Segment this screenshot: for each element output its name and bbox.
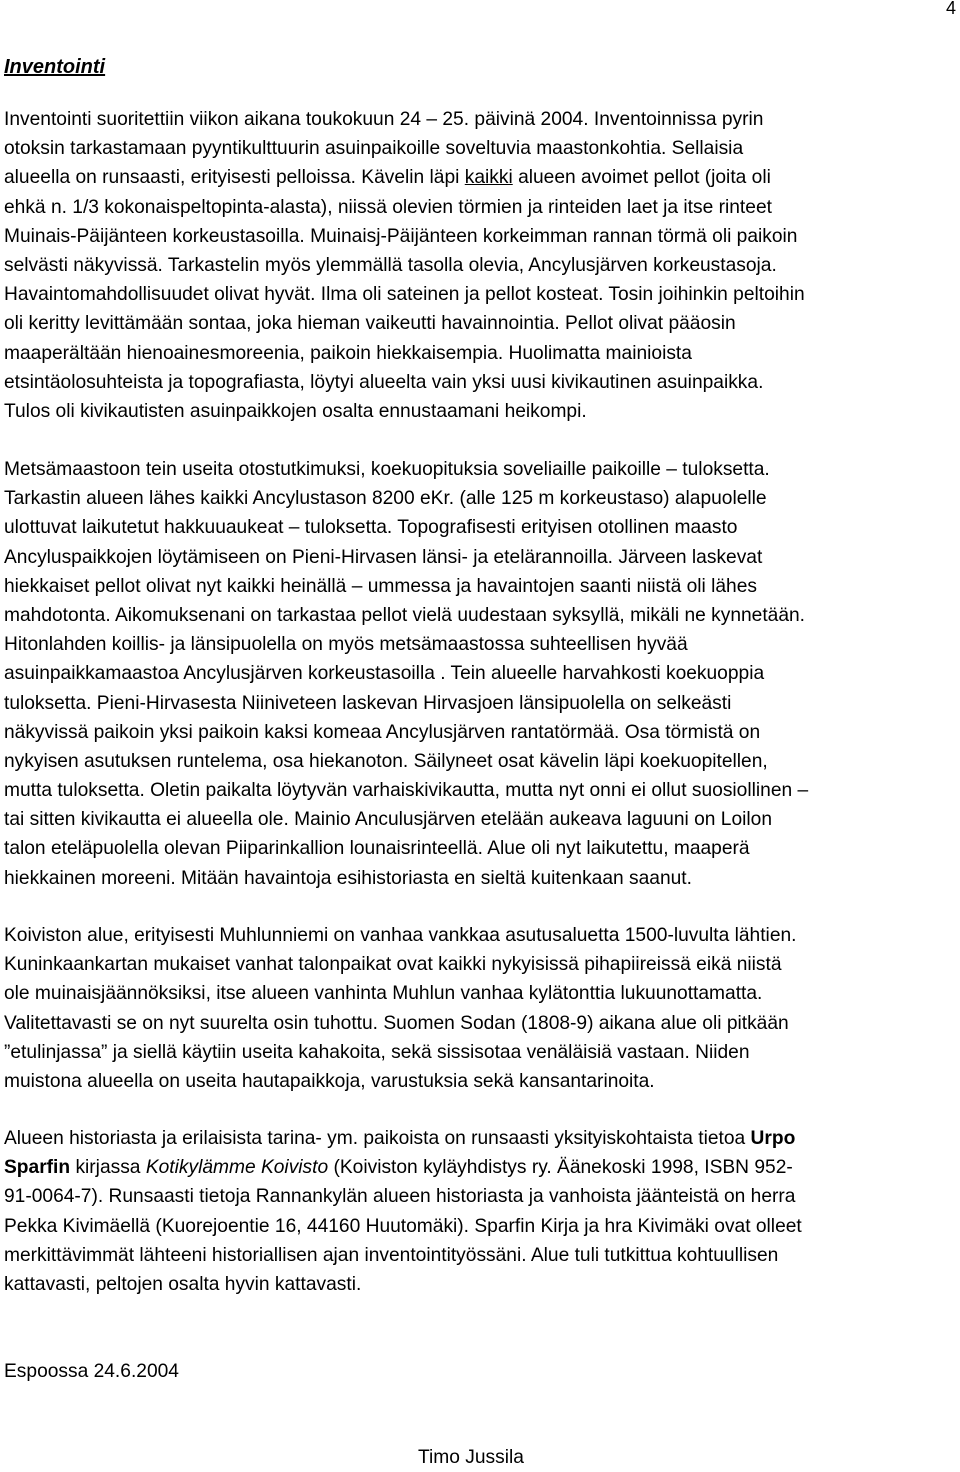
paragraph-line: Koiviston alue, erityisesti Muhlunniemi on vanhaa vankkaa asutusaluetta 1500-luvulta lähtien. <box>4 925 797 946</box>
paragraph-line: Inventointi suoritettiin viikon aikana toukokuun 24 – 25. päivinä 2004. Inventoinnissa pyrin <box>4 109 764 130</box>
paragraph-line: Tarkastin alueen lähes kaikki Ancylustason 8200 eKr. (alle 125 m korkeustaso) alapuolelle <box>4 488 767 510</box>
line-text: alueella on runsaasti, erityisesti pelloissa. Kävelin läpi <box>4 167 465 189</box>
section-heading: Inventointi <box>4 56 106 78</box>
author-name: Sparfin <box>4 1157 71 1179</box>
paragraph-line: maaperältään hienoainesmoreenia, paikoin hiekkaisempia. Huolimatta mainioista <box>4 342 692 364</box>
paragraph-line: ehkä n. 1/3 kokonaispeltopinta-alasta), niissä olevien törmien ja rinteiden laet ja itse rinteet <box>4 196 772 218</box>
paragraph-line: tai sitten kivikautta ei alueella ole. Mainio Anculusjärven etelään aukeava laguuni on Loilon <box>4 809 773 831</box>
paragraph-line: selvästi näkyvissä. Tarkastelin myös ylemmällä tasolla olevia, Ancylusjärven korkeustasoja. <box>4 254 777 276</box>
paragraph-line: hiekkaiset pellot olivat nyt kaikki heinällä – ummessa ja havaintojen saanti niistä oli lähes <box>4 575 757 597</box>
paragraph-inventory <box>4 105 805 426</box>
underlined-word: kaikki <box>464 167 513 189</box>
paragraph-line: ”etulinjassa” ja siellä käytiin useita kahakoita, sekä sissisotaa venäläisiä vastaan. Niiden <box>4 1041 750 1063</box>
page-number: 4 <box>945 0 956 18</box>
paragraph-koivisto-history <box>4 921 797 1096</box>
line-text: kirjassa <box>70 1157 146 1179</box>
line-text: Alueen historiasta ja erilaisista tarina- ym. paikoista on runsaasti yksityiskohtaista tietoa <box>4 1128 751 1149</box>
paragraph-line: ulottuvat laikutetut hakkuuaukeat – tuloksetta. Topografisesti erityisen otollinen maasto <box>4 517 738 539</box>
paragraph-line: Valitettavasti se on nyt suurelta osin tuhottu. Suomen Sodan (1808-9) aikana alue oli pitkään <box>4 1012 789 1034</box>
line-text: (Koiviston kyläyhdistys ry. Äänekoski 1998, ISBN 952- <box>328 1157 793 1179</box>
paragraph-line: asuinpaikkamaastoa Ancylusjärven korkeustasoilla . Tein alueelle harvahkosti koekuoppia <box>4 663 765 685</box>
paragraph-line: Ancyluspaikkojen löytämiseen on Pieni-Hirvasen länsi- ja etelärannoilla. Järveen laskevat <box>4 546 763 568</box>
paragraph-sources <box>4 1124 802 1299</box>
paragraph-line: etsintäolosuhteista ja topografiasta, löytyi alueelta vain yksi uusi kivikautinen asuinpaikka. <box>4 371 764 393</box>
paragraph-line: ole muinaisjäännöksiksi, itse alueen vanhinta Muhlun vanhaa kylätonttia lukuunottamatta. <box>4 983 763 1005</box>
paragraph-line <box>4 1153 802 1182</box>
line-text: alueen avoimet pellot (joita oli <box>512 167 771 189</box>
paragraph-line: muistona alueella on useita hautapaikkoja, varustuksia sekä kansantarinoita. <box>4 1070 655 1092</box>
paragraph-line: Tulos oli kivikautisten asuinpaikkojen osalta ennustaamani heikompi. <box>4 400 587 422</box>
place-and-date: Espoossa 24.6.2004 <box>4 1361 179 1382</box>
paragraph-line: Metsämaastoon tein useita otostutkimuksi, koekuopituksia soveliaille paikoille – tuloksetta. <box>4 459 770 480</box>
paragraph-line: näkyvissä paikoin yksi paikoin kaksi komeaa Ancylusjärven rantatörmää. Osa törmistä on <box>4 721 761 743</box>
paragraph-line: kattavasti, peltojen osalta hyvin kattavasti. <box>4 1273 362 1295</box>
paragraph-line: Pekka Kivimäellä (Kuorejoentie 16, 44160 Huutomäki). Sparfin Kirja ja hra Kivimäki ovat olleet <box>4 1215 802 1237</box>
paragraph-line: tuloksetta. Pieni-Hirvasesta Niiniveteen laskevan Hirvasjoen länsipuolella on selkeästi <box>4 692 732 714</box>
author-name: Urpo <box>750 1128 796 1149</box>
paragraph-line: Kuninkaankartan mukaiset vanhat talonpaikat ovat kaikki nykyisissä pihapiireissä eikä niistä <box>4 954 782 976</box>
paragraph-line: Hitonlahden koillis- ja länsipuolella on myös metsämaastossa suhteellisen hyvää <box>4 634 688 656</box>
paragraph-line: merkittävimmät lähteeni historiallisen ajan inventointityössäni. Alue tuli tutkittua kohtuullisen <box>4 1244 779 1266</box>
paragraph-line: otoksin tarkastamaan pyyntikulttuurin asuinpaikoille soveltuvia maastonkohtia. Sellaisia <box>4 138 744 160</box>
paragraph-line: Muinais-Päijänteen korkeustasoilla. Muinaisj-Päijänteen korkeimman rannan törmä oli paikoin <box>4 225 798 247</box>
paragraph-line: hiekkainen moreeni. Mitään havaintoja esihistoriasta en sieltä kuitenkaan saanut. <box>4 867 692 889</box>
paragraph-forest-survey <box>4 455 808 893</box>
paragraph-line: mutta tuloksetta. Oletin paikalta löytyvän varhaiskivikautta, mutta nyt onni ei ollut suosiollinen – <box>4 780 809 802</box>
paragraph-line: mahdotonta. Aikomuksenani on tarkastaa pellot vielä uudestaan syksyllä, mikäli ne kynnetään. <box>4 604 806 626</box>
paragraph-line: oli keritty levittämään sontaa, joka hieman vaikeutti havainnointia. Pellot olivat pääosin <box>4 313 736 335</box>
paragraph-line: nykyisen asutuksen runtelema, osa hiekanoton. Säilyneet osat kävelin läpi koekuopitellen, <box>4 750 768 772</box>
paragraph-line <box>4 163 805 192</box>
book-title: Kotikylämme Koivisto <box>145 1157 329 1179</box>
paragraph-line: talon eteläpuolella olevan Piiparinkallion lounaisrinteellä. Alue oli nyt laikutettu, maaperä <box>4 838 750 860</box>
signature-name: Timo Jussila <box>418 1447 524 1468</box>
paragraph-line: 91-0064-7). Runsaasti tietoja Rannankylän alueen historiasta ja vanhoista jäänteistä on herra <box>4 1186 796 1208</box>
paragraph-line: Havaintomahdollisuudet olivat hyvät. Ilma oli sateinen ja pellot kosteat. Tosin joihinkin peltoihin <box>4 284 805 306</box>
paragraph-line <box>4 1124 802 1153</box>
